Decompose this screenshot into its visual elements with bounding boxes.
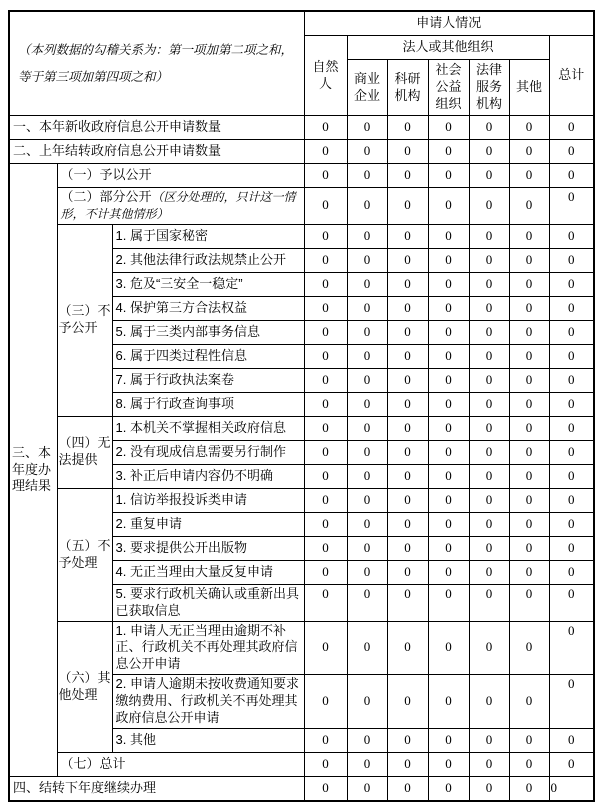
row-label-partially-disclosed: （二）部分公开（区分处理的，只计这一情形，不计其他情形） bbox=[57, 188, 304, 225]
value-cell: 0 bbox=[469, 164, 509, 188]
value-cell: 0 bbox=[347, 728, 387, 752]
value-cell: 0 bbox=[509, 416, 549, 440]
value-cell: 0 bbox=[469, 224, 509, 248]
value-cell: 0 bbox=[428, 164, 469, 188]
row-label-needs-creation: 2. 没有现成信息需要另行制作 bbox=[112, 440, 304, 464]
table-row bbox=[9, 488, 594, 512]
row-label-not-disclosed: （三）不予公开 bbox=[57, 224, 112, 416]
row-label-state-secret: 1. 属于国家秘密 bbox=[112, 224, 304, 248]
value-cell: 0 bbox=[549, 440, 594, 464]
value-cell: 0 bbox=[549, 752, 594, 776]
value-cell: 0 bbox=[549, 464, 594, 488]
value-cell: 0 bbox=[428, 752, 469, 776]
value-cell: 0 bbox=[304, 416, 347, 440]
value-cell: 0 bbox=[469, 560, 509, 584]
value-cell: 0 bbox=[549, 675, 594, 729]
value-cell: 0 bbox=[428, 188, 469, 225]
row-label-other: 3. 其他 bbox=[112, 728, 304, 752]
value-cell: 0 bbox=[347, 621, 387, 675]
value-cell: 0 bbox=[387, 464, 428, 488]
value-cell: 0 bbox=[304, 248, 347, 272]
table-row bbox=[9, 416, 594, 440]
value-cell: 0 bbox=[428, 116, 469, 140]
value-cell: 0 bbox=[428, 368, 469, 392]
value-cell: 0 bbox=[509, 368, 549, 392]
value-cell: 0 bbox=[509, 344, 549, 368]
value-cell: 0 bbox=[304, 224, 347, 248]
value-cell: 0 bbox=[387, 368, 428, 392]
table-row bbox=[9, 116, 594, 140]
value-cell: 0 bbox=[387, 776, 428, 801]
value-cell: 0 bbox=[304, 368, 347, 392]
value-cell: 0 bbox=[509, 488, 549, 512]
value-cell: 0 bbox=[469, 296, 509, 320]
value-cell: 0 bbox=[304, 488, 347, 512]
value-cell: 0 bbox=[304, 675, 347, 729]
header-legal-service-org: 法律服务机构 bbox=[469, 60, 509, 116]
value-cell: 0 bbox=[549, 560, 594, 584]
value-cell: 0 bbox=[428, 320, 469, 344]
value-cell: 0 bbox=[304, 536, 347, 560]
value-cell: 0 bbox=[304, 140, 347, 164]
value-cell: 0 bbox=[549, 188, 594, 225]
value-cell: 0 bbox=[387, 728, 428, 752]
value-cell: 0 bbox=[347, 776, 387, 801]
value-cell: 0 bbox=[304, 512, 347, 536]
value-cell: 0 bbox=[304, 621, 347, 675]
value-cell: 0 bbox=[549, 536, 594, 560]
value-cell: 0 bbox=[387, 584, 428, 621]
row-label-reconfirm-info: 5. 要求行政机关确认或重新出具已获取信息 bbox=[112, 584, 304, 621]
value-cell: 0 bbox=[549, 224, 594, 248]
value-cell: 0 bbox=[549, 392, 594, 416]
value-cell: 0 bbox=[549, 416, 594, 440]
value-cell: 0 bbox=[428, 560, 469, 584]
value-cell: 0 bbox=[304, 188, 347, 225]
value-cell: 0 bbox=[347, 512, 387, 536]
value-cell: 0 bbox=[387, 272, 428, 296]
value-cell: 0 bbox=[549, 140, 594, 164]
value-cell: 0 bbox=[387, 416, 428, 440]
value-cell: 0 bbox=[304, 560, 347, 584]
row-label-repeated-requests: 4. 无正当理由大量反复申请 bbox=[112, 560, 304, 584]
value-cell: 0 bbox=[347, 272, 387, 296]
table-row bbox=[9, 188, 594, 225]
value-cell: 0 bbox=[428, 776, 469, 801]
value-cell: 0 bbox=[304, 272, 347, 296]
table-row bbox=[9, 776, 594, 801]
value-cell: 0 bbox=[304, 392, 347, 416]
value-cell: 0 bbox=[428, 440, 469, 464]
header-commercial-enterprise: 商业企业 bbox=[347, 60, 387, 116]
value-cell: 0 bbox=[347, 224, 387, 248]
value-cell: 0 bbox=[509, 296, 549, 320]
row-label-enforcement-files: 7. 属于行政执法案卷 bbox=[112, 368, 304, 392]
value-cell: 0 bbox=[469, 248, 509, 272]
header-natural-person bbox=[304, 36, 347, 116]
value-cell: 0 bbox=[509, 512, 549, 536]
value-cell: 0 bbox=[347, 248, 387, 272]
value-cell: 0 bbox=[509, 584, 549, 621]
value-cell: 0 bbox=[509, 392, 549, 416]
value-cell: 0 bbox=[469, 368, 509, 392]
value-cell: 0 bbox=[304, 164, 347, 188]
value-cell: 0 bbox=[428, 344, 469, 368]
value-cell: 0 bbox=[509, 728, 549, 752]
value-cell: 0 bbox=[549, 320, 594, 344]
report-table bbox=[8, 10, 595, 802]
value-cell: 0 bbox=[347, 344, 387, 368]
value-cell: 0 bbox=[509, 536, 549, 560]
value-cell: 0 bbox=[469, 440, 509, 464]
header-social-welfare-org: 社会公益组织 bbox=[428, 60, 469, 116]
value-cell: 0 bbox=[428, 296, 469, 320]
header-natural-person-label: 自然人 bbox=[312, 58, 339, 91]
row-label-overdue-no-payment: 2. 申请人逾期未按收费通知要求缴纳费用、行政机关不再处理其政府信息公开申请 bbox=[112, 675, 304, 729]
value-cell: 0 bbox=[347, 164, 387, 188]
value-cell: 0 bbox=[304, 116, 347, 140]
row-label-duplicate: 2. 重复申请 bbox=[112, 512, 304, 536]
value-cell: 0 bbox=[387, 188, 428, 225]
value-cell: 0 bbox=[549, 368, 594, 392]
value-cell: 0 bbox=[304, 584, 347, 621]
value-cell: 0 bbox=[549, 164, 594, 188]
value-cell: 0 bbox=[549, 512, 594, 536]
value-cell: 0 bbox=[549, 621, 594, 675]
value-cell: 0 bbox=[549, 248, 594, 272]
value-cell: 0 bbox=[428, 536, 469, 560]
value-cell: 0 bbox=[347, 560, 387, 584]
value-cell: 0 bbox=[387, 560, 428, 584]
row-label-publications: 3. 要求提供公开出版物 bbox=[112, 536, 304, 560]
value-cell: 0 bbox=[469, 675, 509, 729]
value-cell: 0 bbox=[387, 296, 428, 320]
value-cell: 0 bbox=[509, 224, 549, 248]
row-label-internal-affairs: 5. 属于三类内部事务信息 bbox=[112, 320, 304, 344]
row-label-overdue-no-correction: 1. 申请人无正当理由逾期不补正、行政机关不再处理其政府信息公开申请 bbox=[112, 621, 304, 675]
value-cell: 0 bbox=[509, 248, 549, 272]
row-label-unable-to-provide: （四）无法提供 bbox=[57, 416, 112, 488]
value-cell: 0 bbox=[509, 752, 549, 776]
value-cell: 0 bbox=[387, 536, 428, 560]
value-cell: 0 bbox=[428, 224, 469, 248]
value-cell: 0 bbox=[509, 320, 549, 344]
value-cell: 0 bbox=[387, 224, 428, 248]
table-row bbox=[9, 621, 594, 675]
header-applicant-situation: 申请人情况 bbox=[304, 11, 594, 36]
row-label-process-info: 6. 属于四类过程性信息 bbox=[112, 344, 304, 368]
value-cell: 0 bbox=[387, 248, 428, 272]
value-cell: 0 bbox=[428, 488, 469, 512]
value-cell: 0 bbox=[387, 621, 428, 675]
value-cell: 0 bbox=[469, 392, 509, 416]
value-cell: 0 bbox=[347, 392, 387, 416]
header-total: 总计 bbox=[549, 36, 594, 116]
value-cell: 0 bbox=[469, 728, 509, 752]
value-cell: 0 bbox=[347, 464, 387, 488]
row-label-not-processed: （五）不予处理 bbox=[57, 488, 112, 621]
value-cell: 0 bbox=[304, 320, 347, 344]
value-cell: 0 bbox=[428, 584, 469, 621]
value-cell: 0 bbox=[549, 272, 594, 296]
value-cell: 0 bbox=[509, 188, 549, 225]
value-cell: 0 bbox=[428, 621, 469, 675]
value-cell: 0 bbox=[469, 140, 509, 164]
value-cell: 0 bbox=[509, 621, 549, 675]
value-cell: 0 bbox=[469, 188, 509, 225]
value-cell: 0 bbox=[387, 488, 428, 512]
value-cell: 0 bbox=[347, 368, 387, 392]
value-cell: 0 bbox=[428, 416, 469, 440]
value-cell: 0 bbox=[387, 116, 428, 140]
value-cell: 0 bbox=[387, 140, 428, 164]
value-cell: 0 bbox=[304, 728, 347, 752]
value-cell: 0 bbox=[347, 116, 387, 140]
row-label-carry-to-next-year: 四、结转下年度继续办理 bbox=[9, 776, 304, 801]
row-label-prohibited-by-law: 2. 其他法律行政法规禁止公开 bbox=[112, 248, 304, 272]
value-cell: 0 bbox=[469, 344, 509, 368]
row-label-endanger-safety: 3. 危及“三安全一稳定” bbox=[112, 272, 304, 296]
value-cell: 0 bbox=[469, 776, 509, 801]
value-cell: 0 bbox=[387, 344, 428, 368]
value-cell: 0 bbox=[469, 752, 509, 776]
row-label-new-applications: 一、本年新收政府信息公开申请数量 bbox=[9, 116, 304, 140]
value-cell: 0 bbox=[469, 621, 509, 675]
value-cell: 0 bbox=[428, 248, 469, 272]
row-label-info-not-held: 1. 本机关不掌握相关政府信息 bbox=[112, 416, 304, 440]
value-cell: 0 bbox=[347, 584, 387, 621]
value-cell: 0 bbox=[549, 488, 594, 512]
row-label-inquiry-matters: 8. 属于行政查询事项 bbox=[112, 392, 304, 416]
value-cell: 0 bbox=[304, 752, 347, 776]
row-label-subtotal: （七）总计 bbox=[57, 752, 304, 776]
value-cell: 0 bbox=[428, 272, 469, 296]
value-cell: 0 bbox=[509, 440, 549, 464]
table-row bbox=[9, 224, 594, 248]
value-cell: 0 bbox=[347, 440, 387, 464]
value-cell: 0 bbox=[304, 344, 347, 368]
value-cell: 0 bbox=[549, 728, 594, 752]
value-cell: 0 bbox=[347, 296, 387, 320]
value-cell: 0 bbox=[387, 440, 428, 464]
value-cell: 0 bbox=[469, 416, 509, 440]
table-body bbox=[9, 116, 594, 801]
value-cell: 0 bbox=[509, 116, 549, 140]
value-cell: 0 bbox=[469, 512, 509, 536]
value-cell: 0 bbox=[347, 416, 387, 440]
value-cell: 0 bbox=[428, 728, 469, 752]
value-cell: 0 bbox=[387, 392, 428, 416]
value-cell: 0 bbox=[469, 272, 509, 296]
value-cell: 0 bbox=[549, 584, 594, 621]
value-cell: 0 bbox=[387, 512, 428, 536]
value-cell: 0 bbox=[428, 392, 469, 416]
value-cell: 0 bbox=[304, 464, 347, 488]
row-label-other-processing: （六）其他处理 bbox=[57, 621, 112, 752]
value-cell: 0 bbox=[347, 675, 387, 729]
value-cell: 0 bbox=[549, 776, 594, 801]
header-research-institution: 科研机构 bbox=[387, 60, 428, 116]
row-label-processing-results: 三、本年度办理结果 bbox=[9, 164, 57, 777]
value-cell: 0 bbox=[509, 140, 549, 164]
value-cell: 0 bbox=[509, 776, 549, 801]
value-cell: 0 bbox=[428, 675, 469, 729]
table-row bbox=[9, 140, 594, 164]
value-cell: 0 bbox=[509, 164, 549, 188]
value-cell: 0 bbox=[347, 188, 387, 225]
value-cell: 0 bbox=[304, 296, 347, 320]
row-label-note: （区分处理的，只计这一情形，不计其他情形） bbox=[60, 190, 296, 221]
value-cell: 0 bbox=[509, 464, 549, 488]
table-row bbox=[9, 164, 594, 188]
header-legal-org-group: 法人或其他组织 bbox=[347, 36, 549, 60]
value-cell: 0 bbox=[469, 488, 509, 512]
value-cell: 0 bbox=[347, 488, 387, 512]
table-header bbox=[9, 11, 594, 116]
value-cell: 0 bbox=[428, 512, 469, 536]
value-cell: 0 bbox=[469, 464, 509, 488]
row-label-petition-complaint: 1. 信访举报投诉类申请 bbox=[112, 488, 304, 512]
value-cell: 0 bbox=[549, 296, 594, 320]
value-cell: 0 bbox=[347, 320, 387, 344]
row-label-carried-over: 二、上年结转政府信息公开申请数量 bbox=[9, 140, 304, 164]
table-row bbox=[9, 752, 594, 776]
value-cell: 0 bbox=[304, 776, 347, 801]
row-label-still-unclear: 3. 补正后申请内容仍不明确 bbox=[112, 464, 304, 488]
row-label-third-party-rights: 4. 保护第三方合法权益 bbox=[112, 296, 304, 320]
value-cell: 0 bbox=[509, 272, 549, 296]
value-cell: 0 bbox=[347, 140, 387, 164]
value-cell: 0 bbox=[549, 344, 594, 368]
value-cell: 0 bbox=[347, 536, 387, 560]
value-cell: 0 bbox=[347, 752, 387, 776]
disclosure-report-table-container bbox=[8, 10, 595, 802]
value-cell: 0 bbox=[469, 116, 509, 140]
value-cell: 0 bbox=[304, 440, 347, 464]
value-cell: 0 bbox=[428, 464, 469, 488]
value-cell: 0 bbox=[509, 560, 549, 584]
value-cell: 0 bbox=[469, 536, 509, 560]
row-label-disclosed: （一）予以公开 bbox=[57, 164, 304, 188]
value-cell: 0 bbox=[469, 320, 509, 344]
value-cell: 0 bbox=[549, 116, 594, 140]
value-cell: 0 bbox=[469, 584, 509, 621]
value-cell: 0 bbox=[387, 320, 428, 344]
reconciliation-note: （本列数据的勾稽关系为：第一项加第二项之和，等于第三项加第四项之和） bbox=[9, 11, 304, 116]
value-cell: 0 bbox=[387, 752, 428, 776]
value-cell: 0 bbox=[428, 140, 469, 164]
value-cell: 0 bbox=[387, 675, 428, 729]
value-cell: 0 bbox=[387, 164, 428, 188]
value-cell: 0 bbox=[509, 675, 549, 729]
header-other-org: 其他 bbox=[509, 60, 549, 116]
